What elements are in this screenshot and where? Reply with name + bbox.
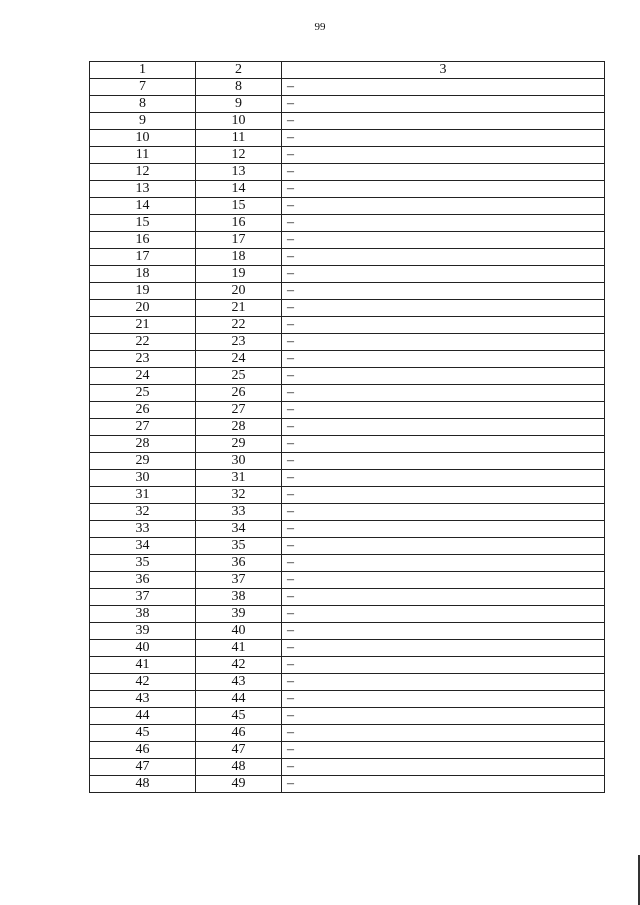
- table-cell-col-1: 21: [90, 317, 196, 334]
- table-cell-col-2: 11: [196, 130, 282, 147]
- header-cell-col-3: 3: [282, 62, 605, 79]
- header-row: [90, 62, 605, 79]
- table-cell-col-2: 21: [196, 300, 282, 317]
- table-row: [90, 470, 605, 487]
- table-cell-col-1: 48: [90, 776, 196, 793]
- table-row: [90, 606, 605, 623]
- table-cell-col-1: 34: [90, 538, 196, 555]
- table-cell-col-2: 39: [196, 606, 282, 623]
- table-cell-col-2: 8: [196, 79, 282, 96]
- table-cell-col-3: –: [282, 742, 605, 759]
- table-cell-col-1: 46: [90, 742, 196, 759]
- table-cell-col-3: –: [282, 436, 605, 453]
- table-cell-col-3: –: [282, 130, 605, 147]
- table-body: [90, 79, 605, 793]
- table-cell-col-1: 18: [90, 266, 196, 283]
- table-cell-col-3: –: [282, 657, 605, 674]
- table-cell-col-2: 33: [196, 504, 282, 521]
- table-cell-col-1: 7: [90, 79, 196, 96]
- table-row: [90, 402, 605, 419]
- table-cell-col-3: –: [282, 640, 605, 657]
- table-row: [90, 96, 605, 113]
- table-cell-col-2: 31: [196, 470, 282, 487]
- table-cell-col-2: 42: [196, 657, 282, 674]
- table-row: [90, 385, 605, 402]
- table-row: [90, 708, 605, 725]
- table-cell-col-1: 9: [90, 113, 196, 130]
- table-row: [90, 623, 605, 640]
- table-cell-col-2: 32: [196, 487, 282, 504]
- table-row: [90, 572, 605, 589]
- table-cell-col-3: –: [282, 96, 605, 113]
- table-cell-col-3: –: [282, 708, 605, 725]
- table-cell-col-3: –: [282, 198, 605, 215]
- table-cell-col-1: 24: [90, 368, 196, 385]
- table-cell-col-1: 11: [90, 147, 196, 164]
- table-row: [90, 283, 605, 300]
- table-cell-col-2: 28: [196, 419, 282, 436]
- table-cell-col-3: –: [282, 368, 605, 385]
- table-cell-col-2: 46: [196, 725, 282, 742]
- table-cell-col-3: –: [282, 691, 605, 708]
- table-cell-col-2: 20: [196, 283, 282, 300]
- table-row: [90, 776, 605, 793]
- table-cell-col-1: 10: [90, 130, 196, 147]
- table-header: [90, 62, 605, 79]
- table-cell-col-1: 40: [90, 640, 196, 657]
- table-cell-col-1: 41: [90, 657, 196, 674]
- table-cell-col-1: 26: [90, 402, 196, 419]
- table-cell-col-3: –: [282, 351, 605, 368]
- table-cell-col-3: –: [282, 674, 605, 691]
- table-row: [90, 113, 605, 130]
- table-cell-col-1: 43: [90, 691, 196, 708]
- table-cell-col-2: 17: [196, 232, 282, 249]
- table-cell-col-3: –: [282, 555, 605, 572]
- table-cell-col-3: –: [282, 317, 605, 334]
- table-row: [90, 198, 605, 215]
- table-cell-col-3: –: [282, 147, 605, 164]
- table-cell-col-2: 44: [196, 691, 282, 708]
- table-row: [90, 436, 605, 453]
- table-cell-col-3: –: [282, 589, 605, 606]
- table-row: [90, 300, 605, 317]
- table-cell-col-2: 14: [196, 181, 282, 198]
- table-row: [90, 181, 605, 198]
- table-row: [90, 266, 605, 283]
- table-row: [90, 555, 605, 572]
- table-cell-col-1: 33: [90, 521, 196, 538]
- table-cell-col-3: –: [282, 572, 605, 589]
- table-cell-col-1: 32: [90, 504, 196, 521]
- table-cell-col-1: 45: [90, 725, 196, 742]
- table-cell-col-1: 28: [90, 436, 196, 453]
- table-row: [90, 725, 605, 742]
- table-cell-col-2: 36: [196, 555, 282, 572]
- table-row: [90, 742, 605, 759]
- table-cell-col-3: –: [282, 215, 605, 232]
- table-row: [90, 79, 605, 96]
- table-cell-col-2: 27: [196, 402, 282, 419]
- table-row: [90, 232, 605, 249]
- table-cell-col-2: 48: [196, 759, 282, 776]
- table-cell-col-2: 47: [196, 742, 282, 759]
- table-cell-col-2: 26: [196, 385, 282, 402]
- table-cell-col-1: 35: [90, 555, 196, 572]
- table-cell-col-2: 15: [196, 198, 282, 215]
- table-cell-col-2: 38: [196, 589, 282, 606]
- table-row: [90, 504, 605, 521]
- data-table: [89, 61, 605, 793]
- table-cell-col-1: 13: [90, 181, 196, 198]
- table-row: [90, 521, 605, 538]
- table-cell-col-1: 30: [90, 470, 196, 487]
- table-row: [90, 368, 605, 385]
- table-cell-col-3: –: [282, 606, 605, 623]
- header-cell-col-1: 1: [90, 62, 196, 79]
- table-cell-col-3: –: [282, 266, 605, 283]
- table-cell-col-2: 37: [196, 572, 282, 589]
- table-row: [90, 419, 605, 436]
- table-row: [90, 691, 605, 708]
- table-cell-col-2: 25: [196, 368, 282, 385]
- table-cell-col-1: 36: [90, 572, 196, 589]
- table-row: [90, 249, 605, 266]
- table-cell-col-2: 29: [196, 436, 282, 453]
- table-cell-col-3: –: [282, 283, 605, 300]
- table-cell-col-1: 12: [90, 164, 196, 181]
- table-cell-col-2: 49: [196, 776, 282, 793]
- table-row: [90, 589, 605, 606]
- table-cell-col-1: 44: [90, 708, 196, 725]
- table-cell-col-2: 12: [196, 147, 282, 164]
- table-cell-col-3: –: [282, 164, 605, 181]
- table-cell-col-2: 30: [196, 453, 282, 470]
- table-cell-col-1: 31: [90, 487, 196, 504]
- table-cell-col-1: 19: [90, 283, 196, 300]
- table-row: [90, 640, 605, 657]
- table-cell-col-2: 40: [196, 623, 282, 640]
- table-row: [90, 538, 605, 555]
- table-cell-col-3: –: [282, 453, 605, 470]
- table-cell-col-2: 41: [196, 640, 282, 657]
- table-cell-col-1: 22: [90, 334, 196, 351]
- table-cell-col-2: 43: [196, 674, 282, 691]
- table-cell-col-3: –: [282, 181, 605, 198]
- table-row: [90, 351, 605, 368]
- table-cell-col-3: –: [282, 487, 605, 504]
- table-cell-col-2: 23: [196, 334, 282, 351]
- table-row: [90, 759, 605, 776]
- table-row: [90, 317, 605, 334]
- table-row: [90, 147, 605, 164]
- table-cell-col-1: 38: [90, 606, 196, 623]
- table-cell-col-1: 47: [90, 759, 196, 776]
- page-number: 99: [314, 21, 326, 33]
- table-cell-col-3: –: [282, 725, 605, 742]
- table-cell-col-2: 19: [196, 266, 282, 283]
- table-row: [90, 130, 605, 147]
- table-cell-col-3: –: [282, 334, 605, 351]
- table-cell-col-3: –: [282, 300, 605, 317]
- table-cell-col-3: –: [282, 521, 605, 538]
- table-row: [90, 487, 605, 504]
- table-cell-col-1: 42: [90, 674, 196, 691]
- table-row: [90, 657, 605, 674]
- table-cell-col-1: 29: [90, 453, 196, 470]
- table-cell-col-3: –: [282, 776, 605, 793]
- table-cell-col-1: 20: [90, 300, 196, 317]
- table-row: [90, 215, 605, 232]
- table-cell-col-3: –: [282, 249, 605, 266]
- table-cell-col-1: 25: [90, 385, 196, 402]
- table-cell-col-3: –: [282, 79, 605, 96]
- table-cell-col-2: 24: [196, 351, 282, 368]
- table-cell-col-2: 22: [196, 317, 282, 334]
- table-row: [90, 453, 605, 470]
- table-cell-col-2: 9: [196, 96, 282, 113]
- table-row: [90, 674, 605, 691]
- table-cell-col-3: –: [282, 232, 605, 249]
- table-cell-col-2: 35: [196, 538, 282, 555]
- table-cell-col-2: 13: [196, 164, 282, 181]
- table-cell-col-3: –: [282, 538, 605, 555]
- table-cell-col-3: –: [282, 759, 605, 776]
- table-cell-col-2: 16: [196, 215, 282, 232]
- table-cell-col-3: –: [282, 504, 605, 521]
- table-cell-col-1: 8: [90, 96, 196, 113]
- table-cell-col-1: 37: [90, 589, 196, 606]
- table-cell-col-1: 15: [90, 215, 196, 232]
- table-cell-col-3: –: [282, 470, 605, 487]
- table-cell-col-2: 34: [196, 521, 282, 538]
- table-row: [90, 334, 605, 351]
- header-cell-col-2: 2: [196, 62, 282, 79]
- table-cell-col-3: –: [282, 113, 605, 130]
- table-cell-col-3: –: [282, 385, 605, 402]
- table-cell-col-1: 39: [90, 623, 196, 640]
- table-cell-col-1: 27: [90, 419, 196, 436]
- table-cell-col-2: 45: [196, 708, 282, 725]
- table-row: [90, 164, 605, 181]
- table-cell-col-1: 17: [90, 249, 196, 266]
- table-cell-col-1: 16: [90, 232, 196, 249]
- table-cell-col-3: –: [282, 402, 605, 419]
- table-cell-col-1: 23: [90, 351, 196, 368]
- table-cell-col-3: –: [282, 623, 605, 640]
- table-cell-col-2: 10: [196, 113, 282, 130]
- table-cell-col-2: 18: [196, 249, 282, 266]
- table-cell-col-3: –: [282, 419, 605, 436]
- table-cell-col-1: 14: [90, 198, 196, 215]
